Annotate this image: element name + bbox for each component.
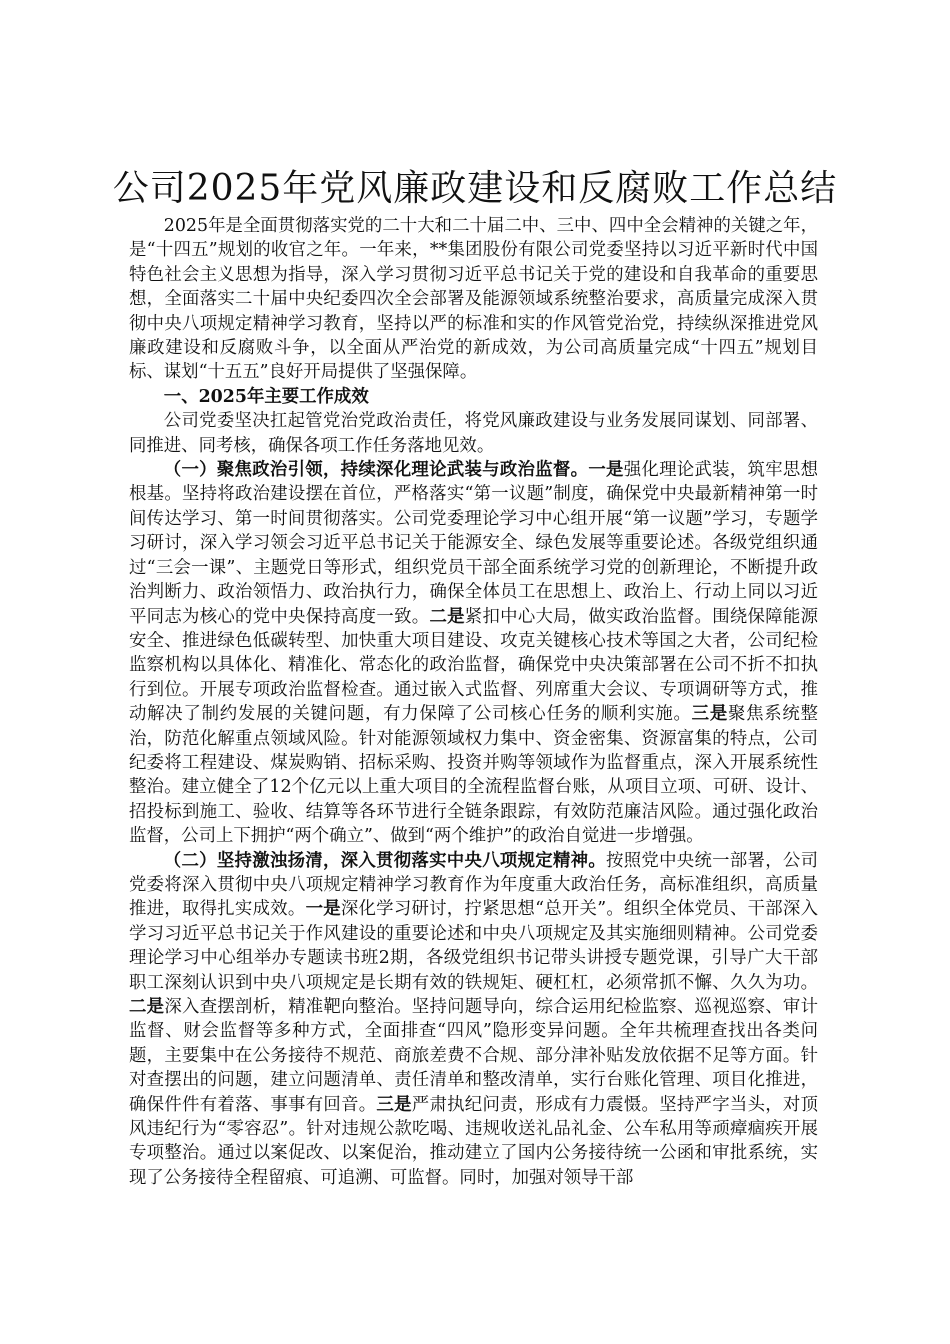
document-title: 公司2025年党风廉政建设和反腐败工作总结 [112, 168, 838, 209]
point-text: 强化理论武装，筑牢思想根基。坚持将政治建设摆在首位，严格落实“第一议题”制度，确保党中央最新精神第一时间传达学习、第一时间贯彻落实。公司党委理论学习中心组开展“第一议题”学习，专题学习研讨，深入学习领会习近平总书记关于能源安全、绿色发展等重要论述。各级党组织通过“三会一课”、主题党日等形式，组织党员干部全面系统学习党的创新理论，不断提升政治判断力、政治领悟力、政治执行力，确保全体员工在思想上、政治上、行动上同以习近平同志为核心的党中央保持高度一致。 [129, 460, 818, 627]
document-body [129, 214, 818, 1190]
point-marker: 三是 [691, 704, 728, 725]
subsection-1-heading: （一）聚焦政治引领，持续深化理论武装与政治监督。 [163, 460, 589, 481]
subsection-1-paragraph [129, 458, 818, 849]
point-text: 严肃执纪问责，形成有力震慑。坚持严字当头，对顶风违纪行为“零容忍”。针对违规公款吃喝、违规收送礼品礼金、公车私用等顽瘴痼疾开展专项整治。通过以案促改、以案促治，推动建立了国内公务接待统一公函和审批系统，实现了公务接待全程留痕、可追溯、可监督。同时，加强对领导干部 [129, 1094, 818, 1188]
subsection-2-heading: （二）坚持激浊扬清，深入贯彻落实中央八项规定精神。 [163, 850, 607, 871]
subsection-2-lead: 按照党中央统一部署，公司党委将深入贯彻中央八项规定精神学习教育作为年度重大政治任务，高标准组织，高质量推进，取得扎实成效。 [129, 850, 818, 920]
point-text: 聚焦系统整治，防范化解重点领域风险。针对能源领域权力集中、资金密集、资源富集的特点，公司纪委将工程建设、煤炭购销、招标采购、投资并购等领域作为监督重点，深入开展系统性整治。建立健全了12个亿元以上重大项目的全流程监督台账，从项目立项、可研、设计、招投标到施工、验收、结算等各环节进行全链条跟踪，有效防范廉洁风险。通过强化政治监督，公司上下拥护“两个确立”、做到“两个维护”的政治自觉进一步增强。 [129, 704, 818, 847]
point-text: 深化学习研讨，拧紧思想“总开关”。组织全体党员、干部深入学习习近平总书记关于作风建设的重要论述和中央八项规定及其实施细则精神。公司党委理论学习中心组举办专题读书班2期，各级党组织书记带头讲授专题党课，引导广大干部职工深刻认识到中央八项规定是长期有效的铁规矩、硬杠杠，必须常抓不懈、久久为功。 [129, 899, 818, 993]
intro-paragraph: 2025年是全面贯彻落实党的二十大和二十届二中、三中、四中全会精神的关键之年，是“十四五”规划的收官之年。一年来，**集团股份有限公司党委坚持以习近平新时代中国特色社会主义思想为指导，深入学习贯彻习近平总书记关于党的建设和自我革命的重要思想，全面落实二十届中央纪委四次全会部署及能源领域系统整治要求，高质量完成深入贯彻中央八项规定精神学习教育，坚持以严的标准和实的作风管党治党，持续纵深推进党风廉政建设和反腐败斗争，以全面从严治党的新成效，为公司高质量完成“十四五”规划目标、谋划“十五五”良好开局提供了坚强保障。 [129, 216, 818, 383]
subsection-2-paragraph [129, 849, 818, 1191]
point-marker: 二是 [429, 606, 465, 627]
section-heading: 一、2025年主要工作成效 [163, 386, 369, 407]
point-text: 紧扣中心大局，做实政治监督。围绕保障能源安全、推进绿色低碳转型、加快重大项目建设、攻克关键核心技术等国之大者，公司纪检监察机构以具体化、精准化、常态化的政治监督，确保党中央决策部署在公司不折不扣执行到位。开展专项政治监督检查。通过嵌入式监督、列席重大会议、专项调研等方式，推动解决了制约发展的关键问题，有力保障了公司核心任务的顺利实施。 [129, 606, 818, 725]
point-marker: 三是 [376, 1094, 412, 1115]
point-text: 深入查摆剖析，精准靶向整治。坚持问题导向，综合运用纪检监察、巡视巡察、审计监督、财会监督等多种方式，全面排查“四风”隐形变异问题。全年共梳理查找出各类问题，主要集中在公务接待不规范、商旅差费不合规、部分津补贴发放依据不足等方面。针对查摆出的问题，建立问题清单、责任清单和整改清单，实行台账化管理、项目化推进，确保件件有着落、事事有回音。 [129, 997, 818, 1115]
point-marker: 二是 [129, 997, 165, 1017]
point-marker: 一是 [588, 460, 624, 481]
section-lead-paragraph: 公司党委坚决扛起管党治党政治责任，将党风廉政建设与业务发展同谋划、同部署、同推进、同考核，确保各项工作任务落地见效。 [129, 411, 818, 456]
point-marker: 一是 [305, 899, 341, 920]
